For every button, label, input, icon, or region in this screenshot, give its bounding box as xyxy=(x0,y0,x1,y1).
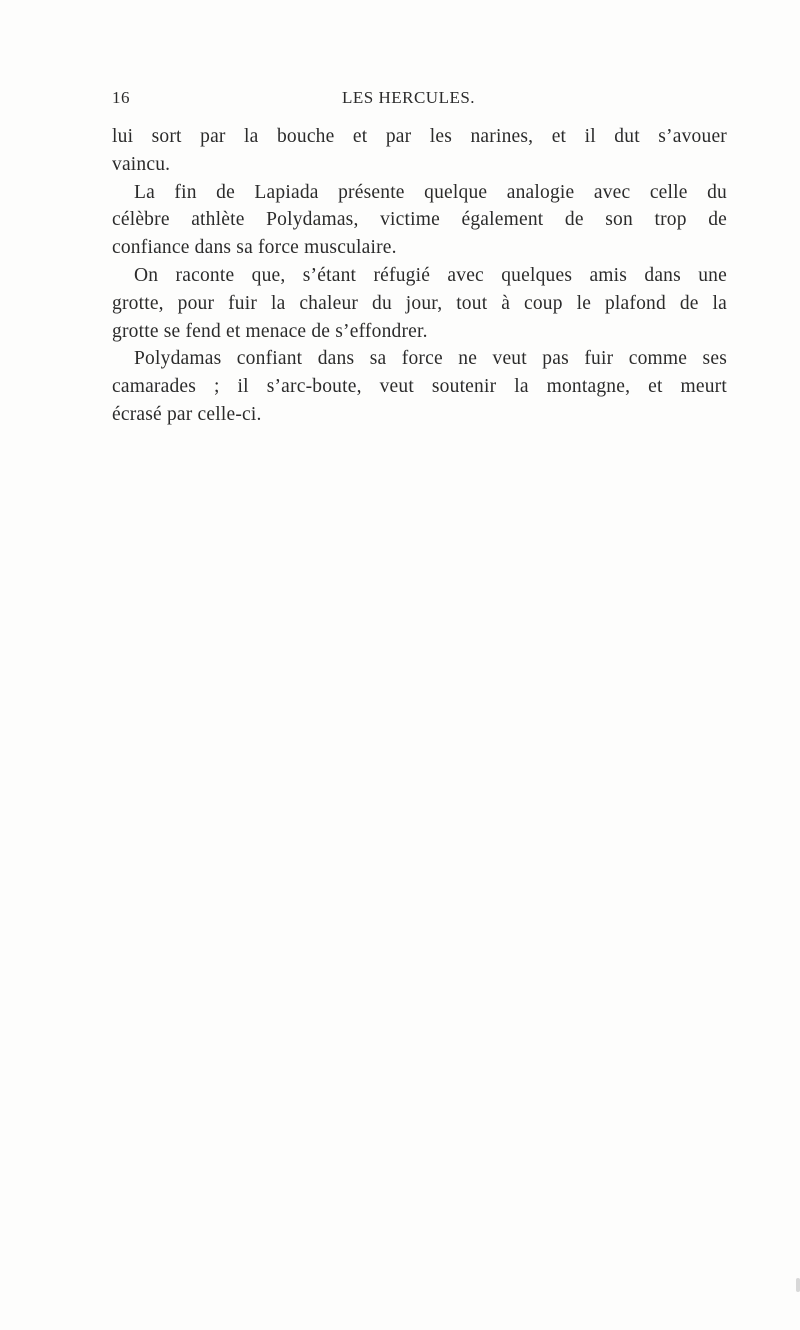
paragraph-start-line: Polydamas confiant dans sa force ne veut pas fuir comme ses xyxy=(134,348,727,370)
paragraph-start-line: On raconte que, s’étant réfugié avec quelques amis dans une xyxy=(134,264,727,286)
text-line: grotte se fend et menace de s’effondrer. xyxy=(112,320,428,342)
text-line: célèbre athlète Polydamas, victime également de son trop de xyxy=(112,209,727,231)
text-line: grotte, pour fuir la chaleur du jour, tout à coup le plafond de la xyxy=(112,292,727,314)
page-number: 16 xyxy=(112,88,130,107)
page-edge-mark xyxy=(796,1278,800,1292)
running-title: LES HERCULES. xyxy=(342,88,476,107)
body-text xyxy=(112,123,727,429)
page-header xyxy=(112,88,727,114)
text-line: confiance dans sa force musculaire. xyxy=(112,237,397,259)
paragraph-start-line: La fin de Lapiada présente quelque analogie avec celle du xyxy=(134,181,727,203)
text-line: vaincu. xyxy=(112,153,171,175)
text-line: écrasé par celle-ci. xyxy=(112,403,262,425)
text-line: camarades ; il s’arc-boute, veut soutenir la montagne, et meurt xyxy=(112,376,727,398)
text-line: lui sort par la bouche et par les narines, et il dut s’avouer xyxy=(112,126,727,147)
